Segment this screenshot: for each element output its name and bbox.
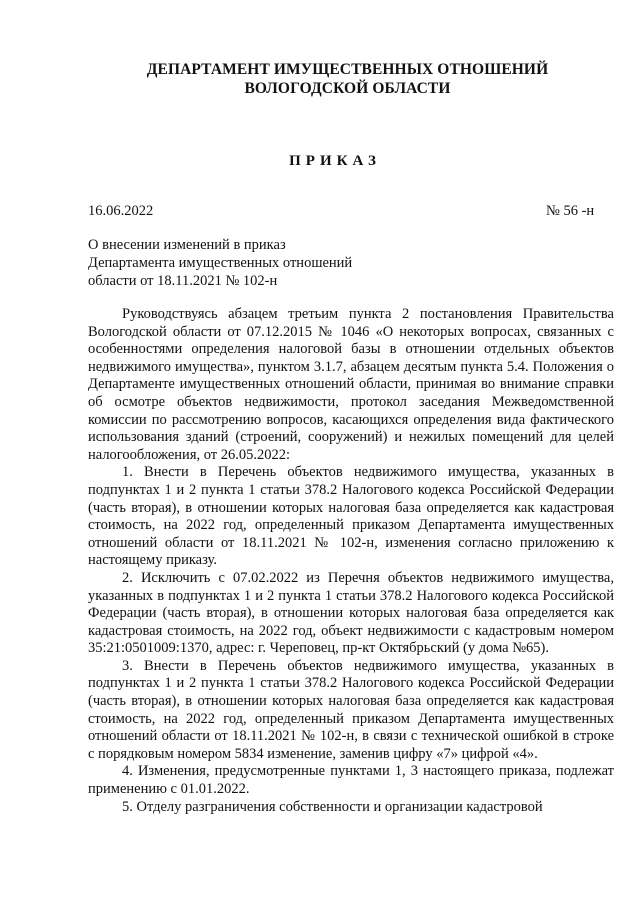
document-body (88, 306, 614, 816)
clause-2-paragraph: 2. Исключить с 07.02.2022 из Перечня объектов недвижимого имущества, указанных в подпунктах 1 и 2 пункта 1 статьи 378.2 Налогового кодекса Российской Федерации (часть вторая), в отношении которых налоговая база определяется как кадастровая стоимость, на 2022 год, объект недвижимости с кадастровым номером 35:21:0501009:1370, адрес: г. Череповец, пр-кт Октябрьский (у дома №65). (88, 569, 614, 657)
clause-4-paragraph: 4. Изменения, предусмотренные пунктами 1, 3 настоящего приказа, подлежат применению с 01.01.2022. (88, 763, 614, 798)
subject-line3: области от 18.11.2021 № 102-н (88, 273, 278, 289)
document-date: 16.06.2022 (88, 203, 154, 219)
department-header (0, 60, 640, 98)
clause-3-paragraph: 3. Внести в Перечень объектов недвижимого имущества, указанных в подпунктах 1 и 2 пункта 1 статьи 378.2 Налогового кодекса Российской Федерации (часть вторая), в отношении которых налоговая база определяется как кадастровая стоимость, на 2022 год, определенный приказом Департамента имущественных отношений области от 18.11.2021 № 102-н, в связи с технической ошибкой в строке с порядковым номером 5834 изменение, заменив цифру «7» цифрой «4». (88, 657, 614, 762)
document-subject (88, 236, 352, 290)
document-number: № 56 -н (546, 203, 595, 219)
document-title: ПРИКАЗ (289, 153, 381, 169)
subject-line1: О внесении изменений в приказ (88, 237, 286, 253)
department-name-line2: ВОЛОГОДСКОЙ ОБЛАСТИ (244, 80, 451, 97)
subject-line2: Департамента имущественных отношений (88, 255, 353, 271)
clause-5-paragraph: 5. Отделу разграничения собственности и организации кадастровой (122, 798, 543, 815)
clause-1-paragraph: 1. Внести в Перечень объектов недвижимого имущества, указанных в подпунктах 1 и 2 пункта 1 статьи 378.2 Налогового кодекса Российской Федерации (часть вторая), в отношении которых налоговая база определяется как кадастровая стоимость, на 2022 год, определенный приказом Департамента имущественных отношений области от 18.11.2021 № 102-н, изменения согласно приложению к настоящему приказу. (88, 464, 614, 569)
preamble-paragraph: Руководствуясь абзацем третьим пункта 2 постановления Правительства Вологодской области от 07.12.2015 № 1046 «О некоторых вопросах, связанных с особенностями определения налоговой базы в отношении отдельных объектов недвижимого имущества», пунктом 3.1.7, абзацем десятым пункта 5.4. Положения о Департаменте имущественных отношений области, принимая во внимание справки об осмотре объектов недвижимости, протокол заседания Межведомственной комиссии по рассмотрению вопросов, касающихся определения вида фактического использования зданий (строений, сооружений) и нежилых помещений для целей налогообложения, от 26.05.2022: (88, 306, 614, 463)
department-name-line1: ДЕПАРТАМЕНТ ИМУЩЕСТВЕННЫХ ОТНОШЕНИЙ (146, 61, 549, 78)
